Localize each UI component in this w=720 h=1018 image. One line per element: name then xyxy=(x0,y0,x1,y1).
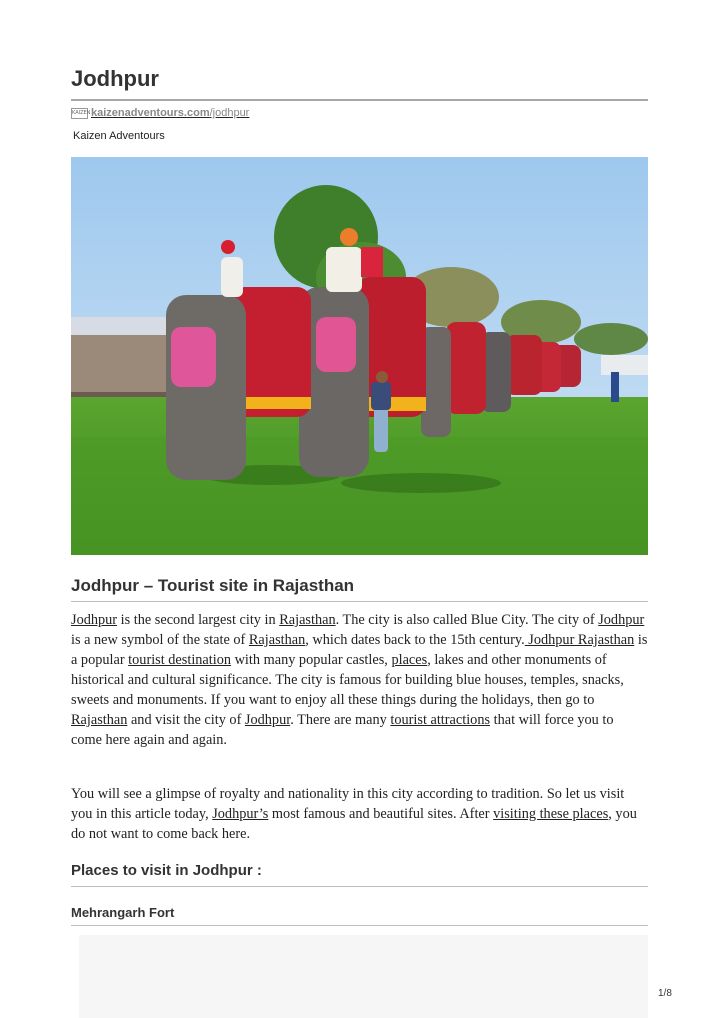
places-divider xyxy=(71,886,648,887)
link-tourist-destination[interactable]: tourist destination xyxy=(128,652,232,668)
hero-image-elephant-parade xyxy=(71,157,648,555)
title-divider xyxy=(71,99,648,101)
places-heading: Places to visit in Jodhpur : xyxy=(71,862,262,879)
source-domain: kaizenadventours.com xyxy=(91,107,210,119)
link-rajasthan[interactable]: Rajasthan xyxy=(71,712,128,728)
link-jodhpurs[interactable]: Jodhpur’s xyxy=(212,806,269,822)
section-divider xyxy=(71,601,648,602)
author-name: Kaizen Adventours xyxy=(73,130,165,142)
link-rajasthan[interactable]: Rajasthan xyxy=(248,632,306,648)
source-line xyxy=(71,107,249,119)
source-path: /jodhpur xyxy=(209,107,250,119)
site-favicon-icon: KAIZEN xyxy=(71,108,88,119)
source-link[interactable] xyxy=(91,107,249,119)
page-number: 1/8 xyxy=(658,988,672,999)
place-heading-mehrangarh-fort: Mehrangarh Fort xyxy=(71,905,175,920)
link-places[interactable]: places xyxy=(391,652,428,668)
mehrangarh-image-placeholder xyxy=(79,935,648,1018)
link-jodhpur[interactable]: Jodhpur xyxy=(244,712,291,728)
section-heading: Jodhpur – Tourist site in Rajasthan xyxy=(71,576,355,595)
intro-paragraph: Jodhpur is the second largest city in Rajasthan. The city is also called Blue City. The city of Jodhpur is a new symbol of the state of Rajasthan, which dates back to the 15th century. Jodhpur Rajasthan is a popular tourist destination with many popular castles, places, lakes and other monuments of historical and cultural significance. The city is famous for building blue houses, temples, snacks, sweets and monuments. If you want to enjoy all these things during the holidays, then go to Rajasthan and visit the city of Jodhpur. There are many tourist attractions that will force you to come here again and again. xyxy=(71,612,648,748)
link-jodhpur[interactable]: Jodhpur xyxy=(71,612,118,628)
link-rajasthan[interactable]: Rajasthan xyxy=(279,612,336,628)
link-visiting-these-places[interactable]: visiting these places xyxy=(493,806,609,822)
link-jodhpur-rajasthan[interactable]: Jodhpur Rajasthan xyxy=(524,632,635,648)
page-title: Jodhpur xyxy=(71,66,159,91)
second-paragraph: You will see a glimpse of royalty and nationality in this city according to tradition. So let us visit you in this article today, Jodhpur’s most famous and beautiful sites. After visiting these places, you do not want to come back here. xyxy=(71,786,637,842)
place-divider xyxy=(71,925,648,926)
link-jodhpur[interactable]: Jodhpur xyxy=(598,612,645,628)
link-tourist-attractions[interactable]: tourist attractions xyxy=(390,712,491,728)
